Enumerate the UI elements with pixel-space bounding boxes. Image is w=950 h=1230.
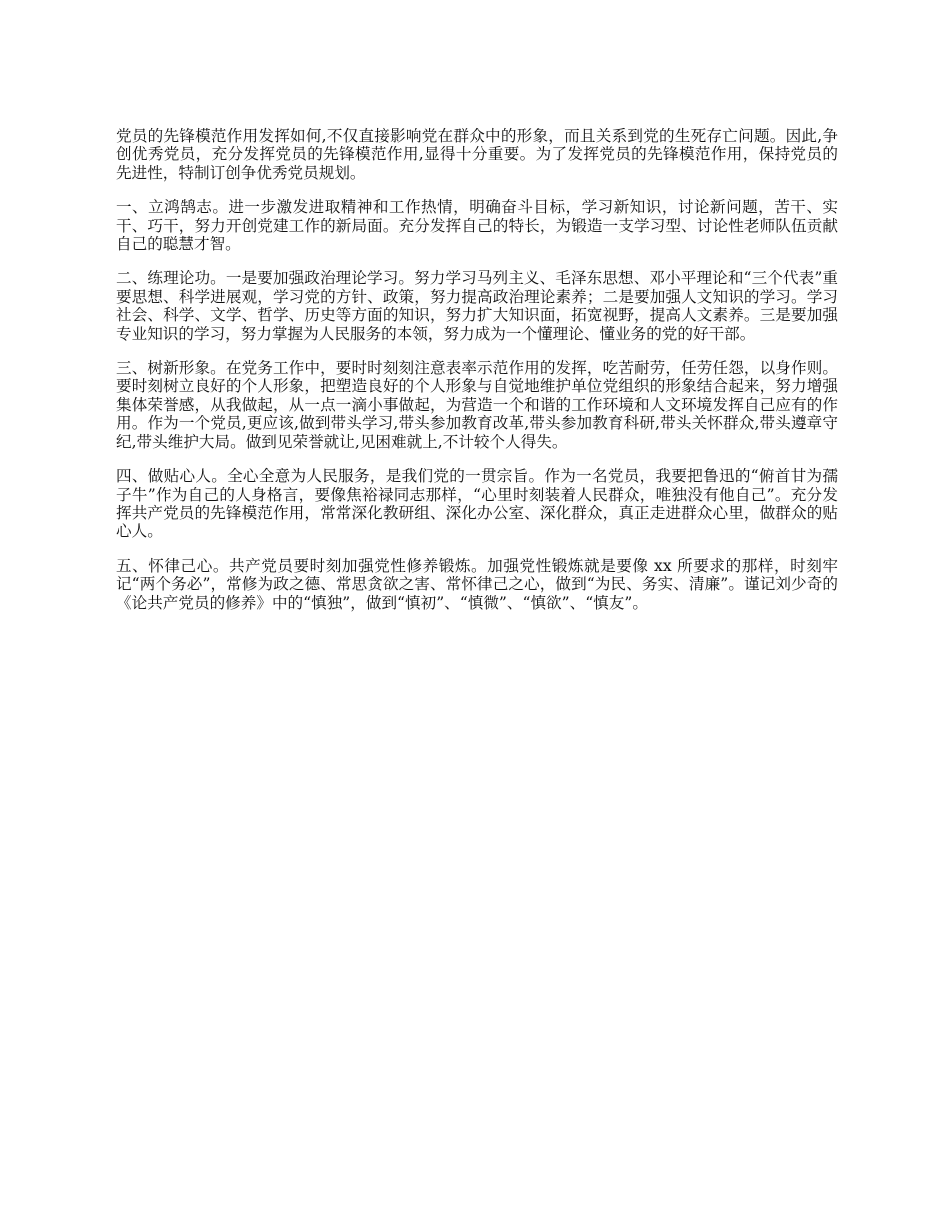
section-five-paragraph: 五、怀律己心。共产党员要时刻加强党性修养锻炼。加强党性锻炼就是要像 xx 所要求的那样，时刻牢记“两个务必”，常修为政之德、常思贪欲之害、常怀律己之心，做到“为民、务实、清廉”。谨记刘少奇的《论共产党员的修养》中的“慎独”，做到“慎初”、“慎微”、“慎欲”、“慎友”。 (116, 556, 838, 612)
section-four-paragraph: 四、做贴心人。全心全意为人民服务，是我们党的一贯宗旨。作为一名党员，我要把鲁迅的“俯首甘为孺子牛”作为自己的人身格言，要像焦裕禄同志那样，“心里时刻装着人民群众，唯独没有他自己”。充分发挥共产党员的先锋模范作用，常常深化教研组、深化办公室、深化群众，真正走进群众心里，做群众的贴心人。 (116, 467, 838, 541)
section-two-paragraph: 二、练理论功。一是要加强政治理论学习。努力学习马列主义、毛泽东思想、邓小平理论和“三个代表”重要思想、科学进展观，学习党的方针、政策，努力提高政治理论素养；二是要加强人文知识的学习。学习社会、科学、文学、哲学、历史等方面的知识，努力扩大知识面，拓宽视野，提高人文素养。三是要加强专业知识的学习，努力掌握为人民服务的本领，努力成为一个懂理论、懂业务的党的好干部。 (116, 269, 838, 343)
section-one-paragraph: 一、立鸿鹄志。进一步激发进取精神和工作热情，明确奋斗目标，学习新知识，讨论新问题，苦干、实干、巧干，努力开创党建工作的新局面。充分发挥自己的特长，为锻造一支学习型、讨论性老师队伍贡献自己的聪慧才智。 (116, 198, 838, 254)
document-body (116, 127, 838, 628)
intro-paragraph: 党员的先锋模范作用发挥如何,不仅直接影响党在群众中的形象，而且关系到党的生死存亡问题。因此,争创优秀党员，充分发挥党员的先锋模范作用,显得十分重要。为了发挥党员的先锋模范作用，保持党员的先进性，特制订创争优秀党员规划。 (116, 127, 838, 182)
section-three-paragraph: 三、树新形象。在党务工作中，要时时刻刻注意表率示范作用的发挥，吃苦耐劳，任劳任怨，以身作则。要时刻树立良好的个人形象，把塑造良好的个人形象与自觉地维护单位党组织的形象结合起来，努力增强集体荣誉感，从我做起，从一点一滴小事做起，为营造一个和谐的工作环境和人文环境发挥自己应有的作用。作为一个党员,更应该,做到带头学习,带头参加教育改革,带头参加教育科研,带头关怀群众,带头遵章守纪,带头维护大局。做到见荣誉就让,见困难就上,不计较个人得失。 (116, 359, 838, 451)
